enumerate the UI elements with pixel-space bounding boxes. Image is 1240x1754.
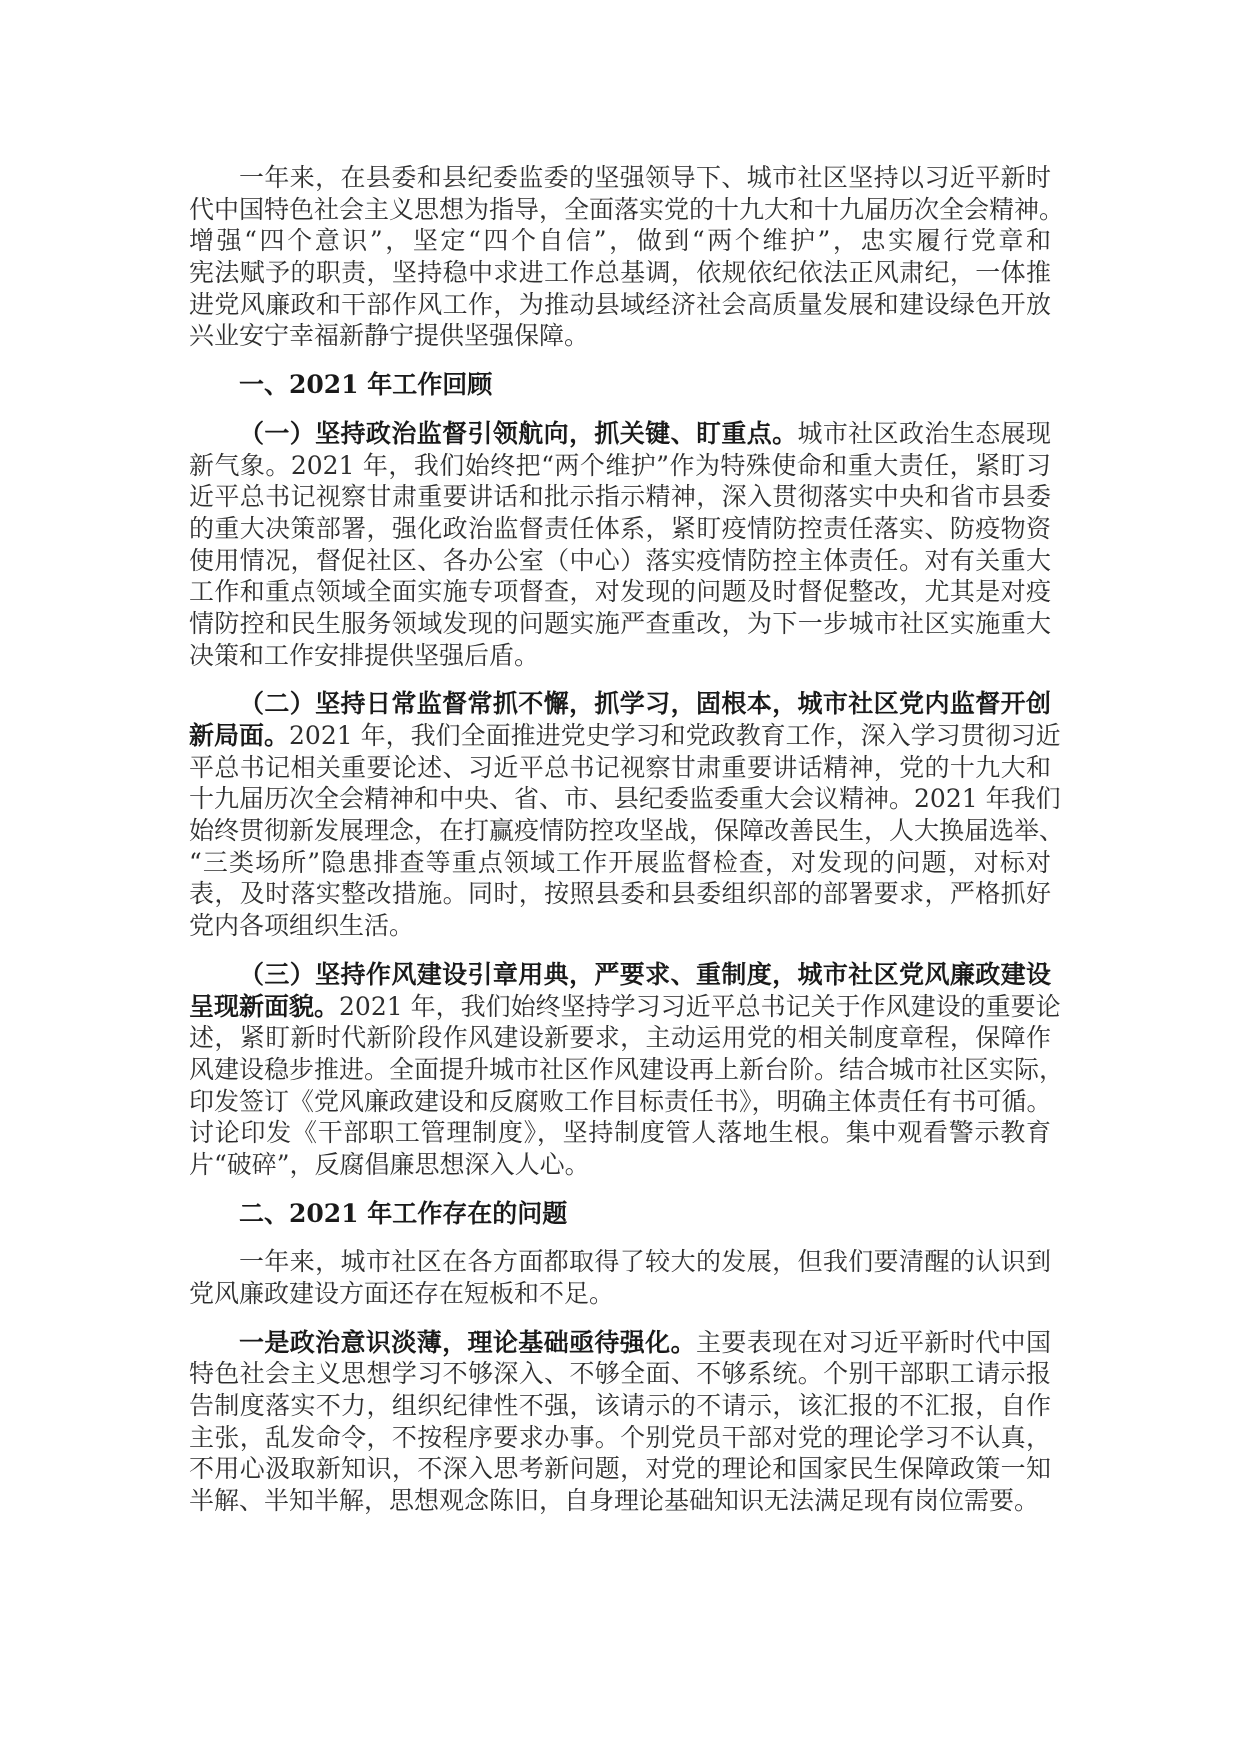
line-text: 党内各项组织生活。 (189, 911, 415, 941)
line-text: 告制度落实不力，组织纪律性不强，该请示的不请示，该汇报的不汇报，自作 (189, 1391, 1051, 1421)
paragraph (189, 688, 1065, 942)
text-line (189, 545, 1051, 577)
bold-lead-text: （一）坚持政治监督引领航向，抓关键、盯重点。 (239, 418, 798, 448)
text-line (189, 910, 1051, 942)
text-line (189, 162, 1051, 194)
line-text: 表，及时落实整改措施。同时，按照县委和县委组织部的部署要求，严格抓好 (189, 879, 1051, 909)
text-line (189, 481, 1051, 513)
bold-lead-text: 呈现新面貌。 (189, 991, 340, 1021)
paragraph (189, 162, 1065, 352)
paragraph (189, 1246, 1051, 1309)
bold-lead-text: （三）坚持作风建设引章用典，严要求、重制度，城市社区党风廉政建设 (239, 959, 1051, 989)
line-text: 情防控和民生服务领域发现的问题实施严查重改，为下一步城市社区实施重大 (189, 608, 1051, 638)
text-line (189, 1117, 1051, 1149)
document-body (189, 162, 1065, 1534)
text-line (189, 225, 1051, 257)
text-line (189, 608, 1051, 640)
line-text: 新气象。2021 年，我们始终把“两个维护”作为特殊使命和重大责任，紧盯习 (189, 450, 1051, 480)
line-text: 宪法赋予的职责，坚持稳中求进工作总基调，依规依纪依法正风肃纪，一体推 (189, 258, 1051, 288)
line-text: 十九届历次全会精神和中央、省、市、县纪委监委重大会议精神。2021 年我们 (189, 784, 1061, 814)
bold-lead-text: 新局面。 (189, 721, 290, 750)
text-line (189, 640, 1051, 672)
line-text: 决策和工作安排提供坚强后盾。 (189, 640, 540, 670)
line-text: 使用情况，督促社区、各办公室（中心）落实疫情防控主体责任。对有关重大 (189, 545, 1051, 575)
text-line (189, 991, 1061, 1023)
line-text: 城市社区政治生态展现 (797, 418, 1051, 448)
line-text: 印发签订《党风廉政建设和反腐败工作目标责任书》，明确主体责任有书可循。 (189, 1086, 1052, 1116)
text-line (189, 194, 1065, 226)
line-text: 进党风廉政和干部作风工作，为推动县域经济社会高质量发展和建设绿色开放 (189, 289, 1051, 319)
line-text: 兴业安宁幸福新静宁提供坚强保障。 (189, 321, 590, 351)
line-text: 一年来，城市社区在各方面都取得了较大的发展，但我们要清醒的认识到 (239, 1247, 1051, 1277)
text-line (189, 289, 1051, 321)
text-line (189, 878, 1051, 910)
paragraph (189, 418, 1051, 672)
text-line (189, 1453, 1051, 1485)
line-text: “三类场所”隐患排查等重点领域工作开展监督检查，对发现的问题，对标对 (189, 847, 1051, 877)
text-line (189, 1390, 1051, 1422)
line-text: 代中国特色社会主义思想为指导，全面落实党的十九大和十九届历次全会精神。 (189, 194, 1065, 224)
line-text: 2021 年，我们始终坚持学习习近平总书记关于作风建设的重要论 (339, 991, 1061, 1021)
text-line (189, 1358, 1051, 1390)
text-line (189, 1022, 1051, 1054)
text-line (189, 720, 1061, 752)
section-heading (189, 1198, 1051, 1230)
line-text: 半解、半知半解，思想观念陈旧，自身理论基础知识无法满足现有岗位需要。 (189, 1486, 1040, 1516)
text-line (189, 513, 1051, 545)
bold-lead-text: 一是政治意识淡薄，理论基础亟待强化。 (239, 1327, 696, 1357)
line-text: 平总书记相关重要论述、习近平总书记视察甘肃重要讲话精神，党的十九大和 (189, 752, 1051, 782)
line-text: 特色社会主义思想学习不够深入、不够全面、不够系统。个别干部职工请示报 (189, 1359, 1051, 1389)
text-line (189, 1198, 1051, 1230)
line-text: 近平总书记视察甘肃重要讲话和批示指示精神，深入贯彻落实中央和省市县委 (189, 482, 1051, 512)
section-heading (189, 369, 1051, 401)
line-text: 主张，乱发命令，不按程序要求办事。个别党员干部对党的理论学习不认真， (189, 1422, 1051, 1452)
text-line (189, 257, 1051, 289)
text-line (189, 320, 1051, 352)
line-text: 始终贯彻新发展理念，在打赢疫情防控攻坚战，保障改善民生，人大换届选举、 (189, 816, 1065, 846)
paragraph (189, 959, 1065, 1181)
line-text: 2021 年，我们全面推进党史学习和党政教育工作，深入学习贯彻习近 (289, 721, 1061, 750)
text-line (189, 1422, 1051, 1454)
text-line (189, 1485, 1051, 1517)
line-text: 党风廉政建设方面还存在短板和不足。 (189, 1279, 615, 1308)
text-line (189, 450, 1051, 482)
line-text: 增强“四个意识”，坚定“四个自信”，做到“两个维护”，忠实履行党章和 (189, 226, 1051, 256)
line-text: 工作和重点领域全面实施专项督查，对发现的问题及时督促整改，尤其是对疫 (189, 577, 1051, 607)
line-text: 主要表现在对习近平新时代中国 (695, 1327, 1051, 1357)
text-line (189, 815, 1065, 847)
text-line (189, 959, 1051, 991)
text-line (189, 1246, 1051, 1278)
line-text: 一年来，在县委和县纪委监委的坚强领导下、城市社区坚持以习近平新时 (239, 163, 1051, 192)
bold-lead-text: （二）坚持日常监督常抓不懈，抓学习，固根本，城市社区党内监督开创 (239, 689, 1051, 719)
text-line (189, 1149, 1051, 1181)
text-line (189, 1278, 1051, 1310)
line-text: 讨论印发《干部职工管理制度》，坚持制度管人落地生根。集中观看警示教育 (189, 1118, 1051, 1148)
line-text: 述，紧盯新时代新阶段作风建设新要求，主动运用党的相关制度章程，保障作 (189, 1023, 1051, 1053)
text-line (189, 418, 1051, 450)
text-line (189, 576, 1051, 608)
text-line (189, 1054, 1065, 1086)
text-line (189, 752, 1051, 784)
line-text: 的重大决策部署，强化政治监督责任体系，紧盯疫情防控责任落实、防疫物资 (189, 513, 1051, 543)
text-line (189, 369, 1051, 401)
line-text: 一、2021 年工作回顾 (239, 370, 493, 400)
text-line (189, 688, 1051, 720)
text-line (189, 1327, 1051, 1359)
line-text: 风建设稳步推进。全面提升城市社区作风建设再上新台阶。结合城市社区实际， (189, 1054, 1065, 1084)
text-line (189, 1086, 1051, 1118)
line-text: 二、2021 年工作存在的问题 (239, 1198, 568, 1228)
line-text: 片“破碎”，反腐倡廉思想深入人心。 (189, 1149, 590, 1179)
paragraph (189, 1327, 1051, 1517)
text-line (189, 847, 1051, 879)
text-line (189, 783, 1061, 815)
line-text: 不用心汲取新知识，不深入思考新问题，对党的理论和国家民生保障政策一知 (189, 1454, 1051, 1484)
